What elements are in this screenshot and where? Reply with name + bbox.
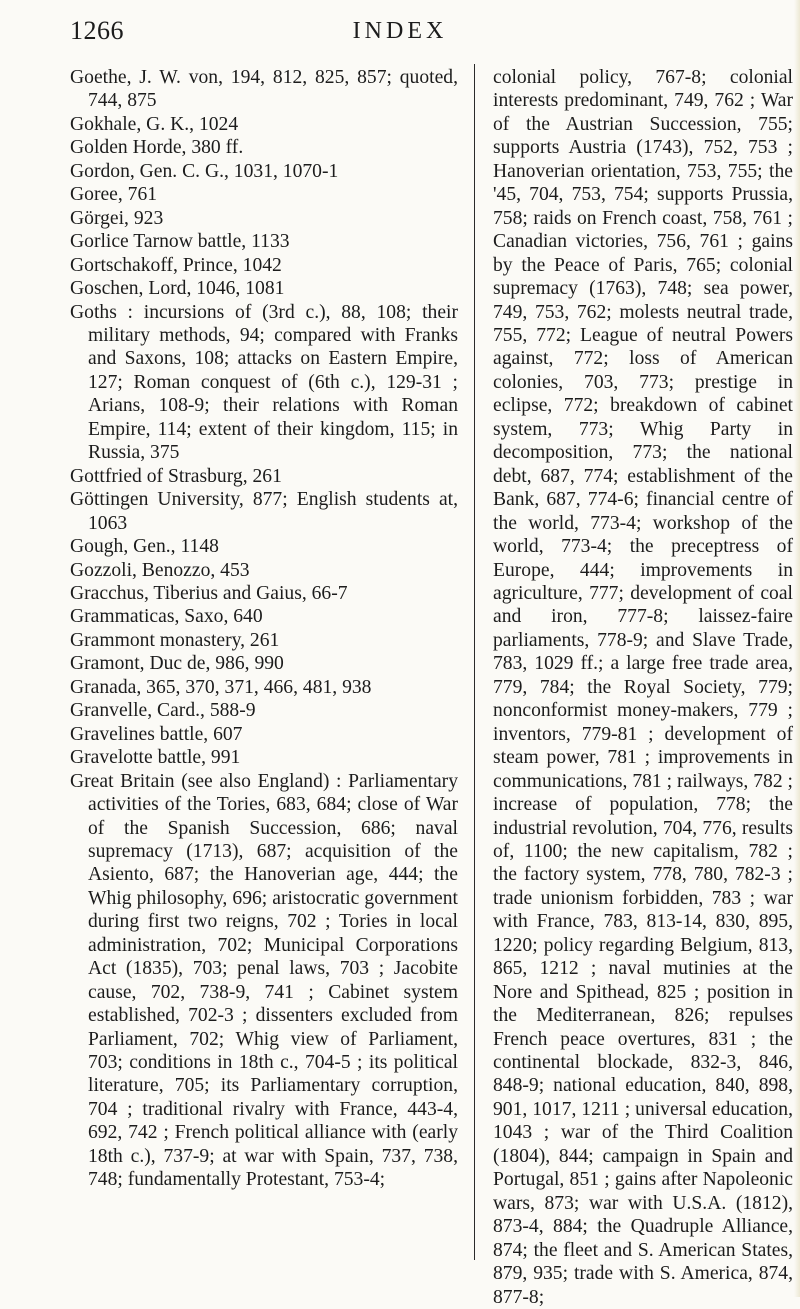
page-number: 1266 [70, 16, 124, 45]
index-entry: Gracchus, Tiberius and Gaius, 66-7 [70, 582, 348, 604]
index-entry: Goree, 761 [70, 184, 158, 206]
index-entry: Goths : incursions of (3rd c.), 88, 108; their military methods, 94; compared with Franks and Saxons, 108; attacks on Eastern Empire, 127; Roman conquest of (6th c.), 129-31 ; Arians, 108-9; their relations with Roman Empire, 114; extent of their kingdom, 115; in Russia, 375 [70, 301, 463, 464]
index-entry: Gorlice Tarnow battle, 1133 [70, 231, 290, 253]
index-entry: Gottfried of Strasburg, 261 [70, 465, 282, 487]
index-entry: Göttingen University, 877; English students at, 1063 [70, 489, 463, 534]
column-divider [474, 64, 475, 1260]
index-entry: Granvelle, Card., 588-9 [70, 700, 256, 722]
index-entry: Great Britain (see also England) : Parliamentary activities of the Tories, 683, 684; close of War of the Spanish Succession, 686; naval supremacy (1713), 687; acquisition of the Asiento, 687; the Hanoverian age, 444; the Whig philosophy, 696; aristocratic government during first two reigns, 702 ; Tories in local administration, 702; Municipal Corporations Act (1835), 703; penal laws, 703 ; Jacobite cause, 702, 738-9, 741 ; Cabinet system established, 702-3 ; dissenters excluded from Parliament, 702; Whig view of Parliament, 703; conditions in 18th c., 704-5 ; its political literature, 705; its Parliamentary corruption, 704 ; traditional rivalry with France, 443-4, 692, 742 ; French political alliance with (early 18th c.), 737-9; at war with Spain, 737, 738, 748; fundamentally Protestant, 753-4; [70, 770, 463, 1191]
index-entry: Gough, Gen., 1148 [70, 536, 219, 558]
index-entry: Gokhale, G. K., 1024 [70, 113, 239, 135]
page-edge-stain [794, 0, 800, 1297]
running-head: INDEX [352, 18, 448, 44]
index-entry: Gravelines battle, 607 [70, 723, 243, 745]
index-entry: Gravelotte battle, 991 [70, 747, 241, 769]
index-entry: Granada, 365, 370, 371, 466, 481, 938 [70, 676, 372, 698]
index-entry: Gortschakoff, Prince, 1042 [70, 254, 282, 276]
index-entry: Goethe, J. W. von, 194, 812, 825, 857; quoted, 744, 875 [70, 67, 463, 112]
index-entry: Gramont, Duc de, 986, 990 [70, 653, 284, 675]
left-column [70, 66, 463, 1192]
index-entry: Goschen, Lord, 1046, 1081 [70, 278, 285, 300]
index-entry: Gordon, Gen. C. G., 1031, 1070-1 [70, 160, 339, 182]
right-column [493, 66, 793, 1309]
index-entry: Görgei, 923 [70, 207, 164, 229]
index-entry: Grammaticas, Saxo, 640 [70, 606, 263, 628]
index-entry: Grammont monastery, 261 [70, 629, 280, 651]
index-entry: Gozzoli, Benozzo, 453 [70, 559, 250, 581]
continued-entry-text: colonial policy, 767-8; colonial interests predominant, 749, 762 ; War of the Austrian Succession, 755; supports Austria (1743), 752, 753 ; Hanoverian orientation, 753, 755; the '45, 704, 753, 754; supports Prussia, 758; raids on French coast, 758, 761 ; Canadian victories, 756, 761 ; gains by the Peace of Paris, 765; colonial supremacy (1763), 748; sea power, 749, 753, 762; molests neutral trade, 755, 772; League of neutral Powers against, 772; loss of American colonies, 703, 773; prestige in eclipse, 772; breakdown of cabinet system, 773; Whig Party in decomposition, 773; the national debt, 687, 774; establishment of the Bank, 687, 774-6; financial centre of the world, 773-4; workshop of the world, 773-4; the preceptress of Europe, 444; improvements in agriculture, 777; development of coal and iron, 777-8; laissez-faire parliaments, 778-9; and Slave Trade, 783, 1029 ff.; a large free trade area, 779, 784; the Royal Society, 779; nonconformist money-makers, 779 ; inventors, 779-81 ; development of steam power, 781 ; improvements in communications, 781 ; railways, 782 ; increase of population, 778; the industrial revolution, 704, 776, results of, 1100; the new capitalism, 782 ; the factory system, 778, 780, 782-3 ; trade unionism forbidden, 783 ; war with France, 783, 813-14, 830, 895, 1220; policy regarding Belgium, 813, 865, 1212 ; naval mutinies at the Nore and Spithead, 825 ; position in the Mediterranean, 826; repulses French peace overtures, 831 ; the continental blockade, 832-3, 846, 848-9; national education, 840, 898, 901, 1017, 1211 ; universal education, 1043 ; war of the Third Coalition (1804), 844; campaign in Spain and Portugal, 851 ; gains after Napoleonic wars, 873; war with U.S.A. (1812), 873-4, 884; the Quadruple Alliance, 874; the fleet and S. American States, 879, 935; trade with S. America, 874, 877-8; [493, 67, 793, 1308]
index-entry: Golden Horde, 380 ff. [70, 137, 244, 159]
